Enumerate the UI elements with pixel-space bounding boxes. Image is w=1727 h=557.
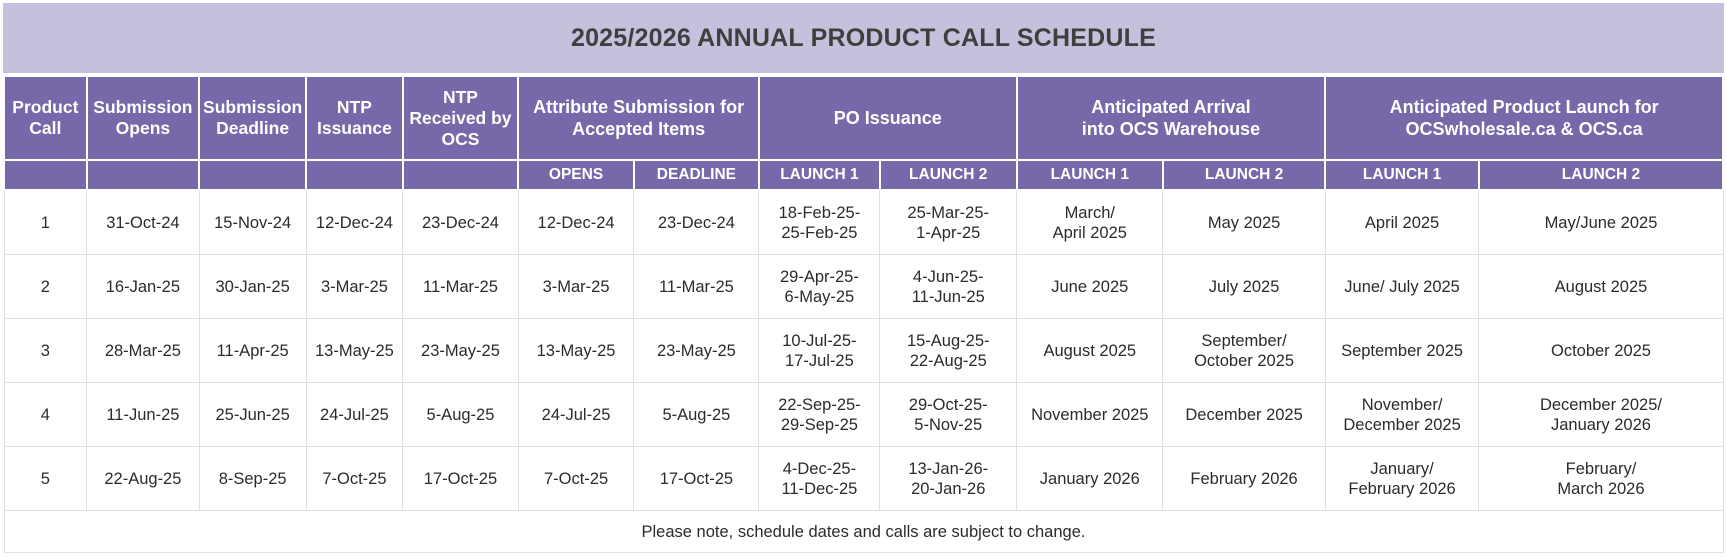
subheader-arrival-launch-2: LAUNCH 2 (1163, 160, 1325, 190)
cell-product-launch-2: May/June 2025 (1479, 190, 1723, 255)
subheader-product-launch-1: LAUNCH 1 (1325, 160, 1479, 190)
cell-po-launch-2: 25-Mar-25- 1-Apr-25 (880, 190, 1017, 255)
schedule-table (3, 75, 1724, 553)
header-submission-opens: Submission Opens (87, 76, 199, 160)
cell-submission-deadline: 11-Apr-25 (199, 319, 306, 383)
cell-po-launch-2: 29-Oct-25- 5-Nov-25 (880, 383, 1017, 447)
cell-arrival-launch-2: February 2026 (1163, 447, 1325, 511)
subheader-product-launch-2: LAUNCH 2 (1479, 160, 1723, 190)
cell-ntp-received: 5-Aug-25 (403, 383, 519, 447)
cell-arrival-launch-1: August 2025 (1017, 319, 1163, 383)
cell-po-launch-1: 18-Feb-25- 25-Feb-25 (759, 190, 880, 255)
cell-submission-deadline: 15-Nov-24 (199, 190, 306, 255)
page-title: 2025/2026 ANNUAL PRODUCT CALL SCHEDULE (3, 3, 1724, 75)
cell-submission-deadline: 8-Sep-25 (199, 447, 306, 511)
cell-call: 2 (4, 255, 87, 319)
cell-po-launch-2: 13-Jan-26- 20-Jan-26 (880, 447, 1017, 511)
cell-arrival-launch-2: July 2025 (1163, 255, 1325, 319)
cell-ntp-issuance: 24-Jul-25 (306, 383, 402, 447)
header-anticipated-arrival: Anticipated Arrival into OCS Warehouse (1017, 76, 1326, 160)
cell-ntp-issuance: 7-Oct-25 (306, 447, 402, 511)
subheader-attr-deadline: DEADLINE (634, 160, 759, 190)
cell-product-launch-1: April 2025 (1325, 190, 1479, 255)
cell-submission-opens: 16-Jan-25 (87, 255, 199, 319)
cell-attr-deadline: 17-Oct-25 (634, 447, 759, 511)
cell-attr-deadline: 5-Aug-25 (634, 383, 759, 447)
cell-arrival-launch-1: January 2026 (1017, 447, 1163, 511)
cell-product-launch-1: January/ February 2026 (1325, 447, 1479, 511)
header-submission-deadline: Submission Deadline (199, 76, 306, 160)
cell-attr-deadline: 11-Mar-25 (634, 255, 759, 319)
subheader-empty (87, 160, 199, 190)
cell-product-launch-1: November/ December 2025 (1325, 383, 1479, 447)
table-row (4, 447, 1723, 511)
cell-ntp-received: 23-May-25 (403, 319, 519, 383)
cell-arrival-launch-1: March/ April 2025 (1017, 190, 1163, 255)
subheader-empty (306, 160, 402, 190)
schedule-document (3, 3, 1724, 553)
footnote-row (4, 511, 1723, 553)
cell-ntp-issuance: 13-May-25 (306, 319, 402, 383)
header-product-call: Product Call (4, 76, 87, 160)
cell-attr-deadline: 23-May-25 (634, 319, 759, 383)
header-ntp-received: NTP Received by OCS (403, 76, 519, 160)
cell-arrival-launch-2: September/ October 2025 (1163, 319, 1325, 383)
cell-product-launch-1: June/ July 2025 (1325, 255, 1479, 319)
cell-attr-opens: 7-Oct-25 (518, 447, 634, 511)
subheader-empty (4, 160, 87, 190)
cell-attr-opens: 13-May-25 (518, 319, 634, 383)
cell-attr-deadline: 23-Dec-24 (634, 190, 759, 255)
cell-arrival-launch-1: June 2025 (1017, 255, 1163, 319)
table-row (4, 319, 1723, 383)
cell-product-launch-2: August 2025 (1479, 255, 1723, 319)
cell-call: 4 (4, 383, 87, 447)
header-attribute-submission: Attribute Submission for Accepted Items (518, 76, 759, 160)
cell-po-launch-2: 15-Aug-25- 22-Aug-25 (880, 319, 1017, 383)
cell-ntp-received: 11-Mar-25 (403, 255, 519, 319)
cell-call: 3 (4, 319, 87, 383)
subheader-empty (199, 160, 306, 190)
cell-submission-opens: 31-Oct-24 (87, 190, 199, 255)
cell-submission-opens: 22-Aug-25 (87, 447, 199, 511)
cell-product-launch-2: February/ March 2026 (1479, 447, 1723, 511)
cell-submission-opens: 28-Mar-25 (87, 319, 199, 383)
cell-attr-opens: 24-Jul-25 (518, 383, 634, 447)
cell-call: 1 (4, 190, 87, 255)
header-ntp-issuance: NTP Issuance (306, 76, 402, 160)
subheader-po-launch-2: LAUNCH 2 (880, 160, 1017, 190)
cell-submission-deadline: 30-Jan-25 (199, 255, 306, 319)
cell-po-launch-1: 29-Apr-25- 6-May-25 (759, 255, 880, 319)
table-row (4, 190, 1723, 255)
cell-ntp-issuance: 3-Mar-25 (306, 255, 402, 319)
subheader-arrival-launch-1: LAUNCH 1 (1017, 160, 1163, 190)
cell-po-launch-2: 4-Jun-25- 11-Jun-25 (880, 255, 1017, 319)
cell-po-launch-1: 22-Sep-25- 29-Sep-25 (759, 383, 880, 447)
schedule-note: Please note, schedule dates and calls are subject to change. (4, 511, 1723, 553)
cell-arrival-launch-2: May 2025 (1163, 190, 1325, 255)
cell-attr-opens: 3-Mar-25 (518, 255, 634, 319)
cell-arrival-launch-1: November 2025 (1017, 383, 1163, 447)
cell-call: 5 (4, 447, 87, 511)
cell-attr-opens: 12-Dec-24 (518, 190, 634, 255)
cell-product-launch-1: September 2025 (1325, 319, 1479, 383)
cell-po-launch-1: 10-Jul-25- 17-Jul-25 (759, 319, 880, 383)
cell-ntp-received: 17-Oct-25 (403, 447, 519, 511)
cell-arrival-launch-2: December 2025 (1163, 383, 1325, 447)
cell-ntp-issuance: 12-Dec-24 (306, 190, 402, 255)
cell-submission-opens: 11-Jun-25 (87, 383, 199, 447)
subheader-po-launch-1: LAUNCH 1 (759, 160, 880, 190)
cell-ntp-received: 23-Dec-24 (403, 190, 519, 255)
header-anticipated-launch: Anticipated Product Launch for OCSwholesale.ca & OCS.ca (1325, 76, 1723, 160)
header-po-issuance: PO Issuance (759, 76, 1017, 160)
subheader-empty (403, 160, 519, 190)
table-row (4, 255, 1723, 319)
cell-product-launch-2: October 2025 (1479, 319, 1723, 383)
subheader-attr-opens: OPENS (518, 160, 634, 190)
cell-po-launch-1: 4-Dec-25- 11-Dec-25 (759, 447, 880, 511)
cell-submission-deadline: 25-Jun-25 (199, 383, 306, 447)
table-row (4, 383, 1723, 447)
cell-product-launch-2: December 2025/ January 2026 (1479, 383, 1723, 447)
